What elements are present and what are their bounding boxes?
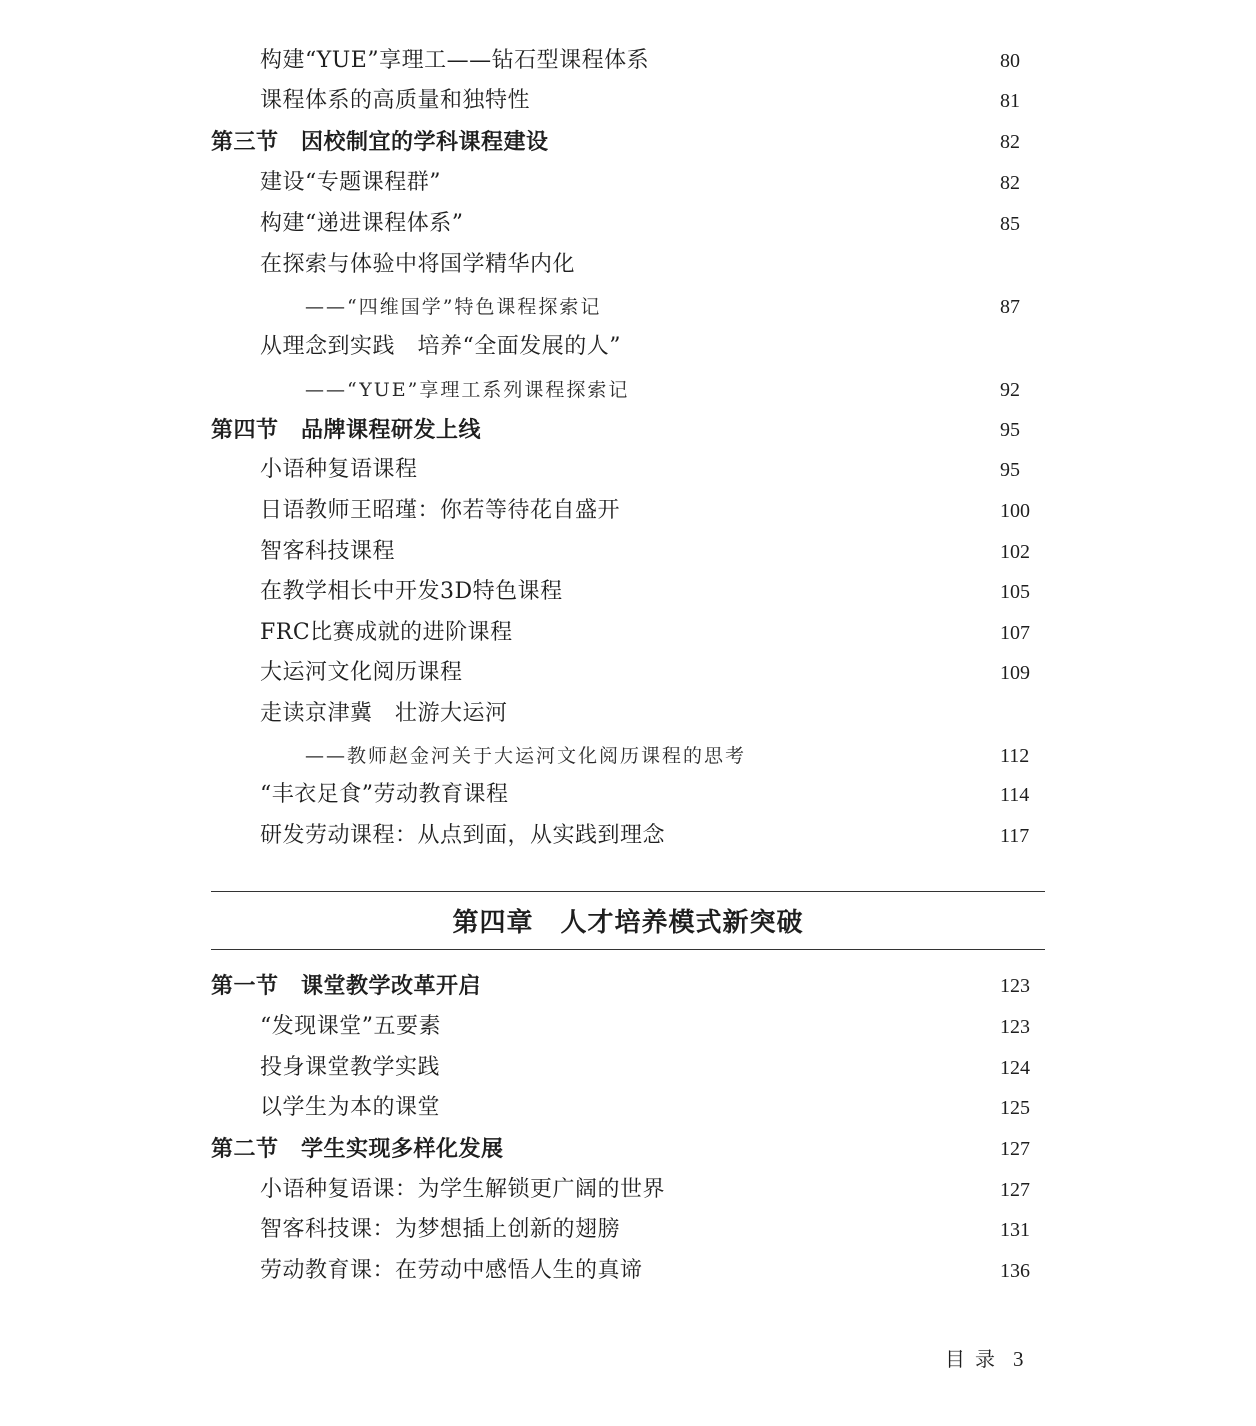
- toc-entry-page: 123: [1000, 975, 1030, 997]
- toc-entry-page: 123: [1000, 1016, 1030, 1038]
- toc-entry-row: [0, 1170, 1256, 1210]
- toc-entry-page: 92: [1000, 379, 1020, 401]
- toc-entry-row: [0, 653, 1256, 693]
- toc-entry-title: “发现课堂”五要素: [260, 1014, 441, 1039]
- toc-entry-page: 81: [1000, 90, 1020, 112]
- toc-entry-title: 日语教师王昭瑾：你若等待花自盛开: [260, 498, 621, 523]
- toc-entry-row: [0, 1251, 1256, 1291]
- toc-entry-row: [0, 1007, 1256, 1047]
- toc-entry-title: 研发劳动课程：从点到面，从实践到理念: [260, 823, 666, 848]
- toc-subtitle-row: [0, 736, 1256, 776]
- chapter-rule-top: [211, 891, 1045, 892]
- toc-entry-page: 82: [1000, 172, 1020, 194]
- toc-entry-title: ——“四维国学”特色课程探索记: [305, 296, 602, 318]
- toc-entry-page: 125: [1000, 1097, 1030, 1119]
- footer-page-number: 3: [1013, 1347, 1024, 1371]
- toc-entry-title: 智客科技课程: [260, 539, 396, 564]
- toc-entry-page: 102: [1000, 541, 1030, 563]
- toc-entry-title: 在教学相长中开发3D特色课程: [260, 579, 563, 604]
- toc-entry-page: 136: [1000, 1260, 1030, 1282]
- toc-entry-row: [0, 572, 1256, 612]
- toc-entry-title: 第三节 因校制宜的学科课程建设: [211, 129, 549, 155]
- toc-entry-page: 82: [1000, 131, 1020, 153]
- toc-entry-title: 劳动教育课：在劳动中感悟人生的真谛: [260, 1258, 643, 1283]
- toc-entry-title: “丰衣足食”劳动教育课程: [260, 782, 509, 807]
- toc-entry-page: 117: [1000, 825, 1030, 847]
- toc-entry-page: 105: [1000, 581, 1030, 603]
- toc-entry-page: 95: [1000, 459, 1020, 481]
- toc-entry-page: 131: [1000, 1219, 1030, 1241]
- toc-entry-title: 在探索与体验中将国学精华内化: [260, 252, 576, 277]
- toc-entry-row: [0, 775, 1256, 815]
- toc-entry-title: 构建“YUE”享理工——钻石型课程体系: [260, 48, 650, 73]
- toc-section-row: [0, 122, 1256, 162]
- toc-entry-page: 80: [1000, 50, 1020, 72]
- toc-entry-title: 构建“递进课程体系”: [260, 211, 464, 236]
- toc-entry-row: [0, 245, 1256, 285]
- toc-entry-page: 107: [1000, 622, 1030, 644]
- toc-subtitle-row: [0, 370, 1256, 410]
- toc-entry-title: 小语种复语课：为学生解锁更广阔的世界: [260, 1177, 666, 1202]
- toc-entry-row: [0, 613, 1256, 653]
- toc-entry-row: [0, 327, 1256, 367]
- toc-subtitle-row: [0, 287, 1256, 327]
- toc-entry-page: 85: [1000, 213, 1020, 235]
- toc-section-row: [0, 966, 1256, 1006]
- toc-entry-page: 100: [1000, 500, 1030, 522]
- toc-entry-row: [0, 694, 1256, 734]
- toc-entry-page: 109: [1000, 662, 1030, 684]
- toc-entry-title: 智客科技课：为梦想插上创新的翅膀: [260, 1217, 621, 1242]
- toc-entry-page: 95: [1000, 419, 1020, 441]
- toc-entry-title: 第四节 品牌课程研发上线: [211, 417, 482, 443]
- toc-entry-title: 走读京津冀 壮游大运河: [260, 701, 508, 726]
- toc-entry-row: [0, 81, 1256, 121]
- toc-entry-title: 大运河文化阅历课程: [260, 660, 463, 685]
- toc-entry-row: [0, 450, 1256, 490]
- toc-entry-title: ——“YUE”享理工系列课程探索记: [305, 379, 630, 401]
- toc-entry-row: [0, 41, 1256, 81]
- toc-entry-title: 课程体系的高质量和独特性: [260, 88, 531, 113]
- toc-entry-title: ——教师赵金河关于大运河文化阅历课程的思考: [305, 745, 747, 767]
- toc-entry-page: 127: [1000, 1179, 1030, 1201]
- toc-section-row: [0, 1129, 1256, 1169]
- toc-entry-title: 第二节 学生实现多样化发展: [211, 1136, 504, 1162]
- toc-entry-title: 小语种复语课程: [260, 457, 418, 482]
- chapter-heading: 第四章 人才培养模式新突破: [452, 908, 804, 938]
- toc-entry-title: 从理念到实践 培养“全面发展的人”: [260, 334, 621, 359]
- toc-entry-page: 112: [1000, 745, 1030, 767]
- toc-entry-row: [0, 1210, 1256, 1250]
- toc-entry-row: [0, 1088, 1256, 1128]
- footer-label: 目录: [945, 1347, 1005, 1371]
- toc-entry-title: 以学生为本的课堂: [260, 1095, 441, 1120]
- toc-entry-page: 124: [1000, 1057, 1030, 1079]
- page-footer: [945, 1344, 1024, 1374]
- toc-entry-row: [0, 532, 1256, 572]
- toc-entry-title: 第一节 课堂教学改革开启: [211, 973, 482, 999]
- toc-entry-page: 127: [1000, 1138, 1030, 1160]
- toc-entry-row: [0, 163, 1256, 203]
- toc-entry-row: [0, 204, 1256, 244]
- chapter-rule-bottom: [211, 949, 1045, 950]
- toc-entry-row: [0, 816, 1256, 856]
- toc-entry-row: [0, 491, 1256, 531]
- toc-entry-title: FRC比赛成就的进阶课程: [260, 620, 513, 645]
- toc-entry-row: [0, 1048, 1256, 1088]
- toc-entry-title: 投身课堂教学实践: [260, 1055, 441, 1080]
- toc-entry-page: 114: [1000, 784, 1030, 806]
- toc-entry-title: 建设“专题课程群”: [260, 170, 441, 195]
- toc-entry-page: 87: [1000, 296, 1020, 318]
- toc-section-row: [0, 410, 1256, 450]
